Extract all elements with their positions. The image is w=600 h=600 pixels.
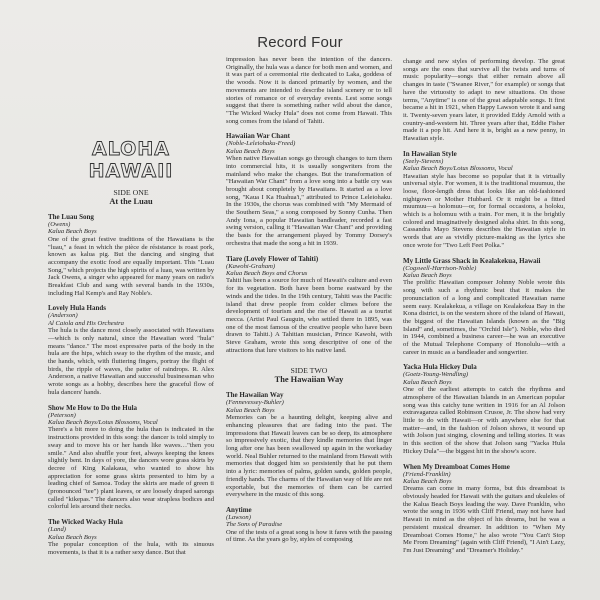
- aloha-hawaii-logo: [76, 136, 186, 180]
- song-entry: [403, 363, 565, 455]
- song-title: In Hawaiian Style: [403, 149, 457, 158]
- song-performer: Kalua Beach Boys and Chorus: [226, 269, 308, 277]
- song-title: The Wicked Wacky Hula: [48, 518, 123, 527]
- song-list: [226, 391, 392, 544]
- song-performer: Kalua Beach Boys: [403, 271, 452, 279]
- song-composer: (Land): [48, 526, 66, 534]
- side-two-label: SIDE TWO: [290, 366, 328, 376]
- song-list: [48, 213, 214, 556]
- song-composer: (Seely-Stevens): [403, 157, 444, 165]
- song-description: One of the tests of a great song is how it fares with the passing of time. As the years go by, styles of composing: [226, 528, 392, 544]
- song-description: The hula is the dance most closely associated with Hawaiians—which is only natural, since the Hawaiian word "hula" means "dance." The most expressive parts of the body in the hula are the hips, which sway to the rhythm of the music, and the hands, which, with fluttering fingers, portray the flight of birds, the ripple of waves, the patter of raindrops. R. Alex Anderson, a native Hawaiian and successful businessman who wrote songs as a hobby, describes here the graceful flow of hula dancers' hands.: [48, 327, 214, 396]
- song-title: Hawaiian War Chant: [226, 132, 290, 141]
- continued-text: impression has never been the intention of the dancers. Originally, the hula was a dance for both men and women, and it was part of a ceremonial rite dedicated to Laka, goddess of the woods. Now it is danced primarily by women, and the movements are intended to describe island scenery or to tell stories of romance or of everyday events. Lest some songs suggest that there is something rather wild about the dance, "The Wicked Wacky Hula" does not come from Hawaii. This song comes from the island of Tahiti.: [226, 56, 392, 125]
- song-description: When native Hawaiian songs go through changes to turn them into commercial hits, it is usually songwriters from the mainland who make the changes. But the transformation of "Hawaiian War Chant" from a love song into a battle cry was brought about completely by Hawaiians. It started as a love song, "Kaua I Ka Huahua'i," attributed to Prince Leleiohaku. In the 1930s, the chorus was combined with "My Mermaid of the Southern Seas," a song composed by Sonny Cunha. Then Andy Iona, a popular Hawaiian bandleader, recorded a fast swing version, calling it "Hawaiian War Chant" and providing the basis for the arrangement played by Tommy Dorsey's orchestra that made the song a hit in 1939.: [226, 155, 392, 247]
- song-description: One of the earliest attempts to catch the rhythms and atmosphere of the Hawaiian Islands in an American popular song was this catchy tune written in 1916 for an Al Jolson extravaganza called Robinson Crusoe, Jr. The show had very little to do with Hawaii—or with anywhere else for that matter—and, in the fashion of Jolson shows, it wound up with Jolson just singing, clowning and telling stories. It was in this section of the show that Jolson sang "Yacka Hula Hickey Dula"—the biggest hit in the show's score.: [403, 386, 565, 455]
- song-description: The popular conception of the hula, with its sinuous movements, is that it is a rather sexy dance. But that: [48, 540, 214, 556]
- song-composer: (Anderson): [48, 312, 78, 320]
- logo-line1: ALOHA: [92, 138, 170, 160]
- column-2: [226, 56, 392, 600]
- side-two-title: The Hawaiian Way: [274, 375, 344, 385]
- song-composer: (Cogswell-Harrison-Noble): [403, 264, 477, 272]
- song-description: One of the great festive traditions of the Hawaiians is the "luau," a feast in which the pièce de résistance is roast pork, known as kalua pig. But the dancing and singing that accompany the exotic food are equally important. This "Luau Song," which projects the high spirits of a luau, was written by Jack Owens, a singer who appeared for many years on radio's Breakfast Club and sang with several bands in the 1930s, including Hal Kemp's and Ray Noble's.: [48, 235, 214, 297]
- side-two-heading: [226, 366, 392, 384]
- song-description: There's a bit more to doing the hula than is indicated in the instructions provided in this song: the dancer is told simply to sway and to move his or her hands like waves…"then you smile." And also shuffle your feet, always keeping the knees slightly bent. In days of yore, the dancers wore grass skirts by decree of King Kalakaua, who wanted to show his appreciation for some grass skirts presented to him by a leading chief of Samoa. Today the skirts are made of green ti (pronounced "tee") plant leaves, or are loosely draped sarongs called "kikepas." The dancers also wear strapless bodices and colorful leis around their necks.: [48, 426, 214, 511]
- column-1: [48, 70, 214, 600]
- song-title: Tiare (Lovely Flower of Tahiti): [226, 254, 319, 263]
- song-performer: Al Caiola and His Orchestra: [48, 319, 124, 327]
- song-composer: (Fennevessey-Buhler): [226, 399, 284, 407]
- song-composer: (Peterson): [48, 411, 76, 419]
- song-entry: [48, 404, 214, 512]
- song-description: Memories can be a haunting delight, keeping alive and enhancing pleasures that are fading into the past. The impressions that Hawaii leaves can be so deep, its atmosphere so impressively exotic, that they kindle memories that linger long after one has been swallowed up again in the workaday world. Neal Buhler returned to the mainland from Hawaii with memories that dogged him so persistently that he put them into a lyric: memories of palms, golden sands, golden people, friendly hands. The charms of the Hawaiian way of life are not exportable, but the memories of them can be carried everywhere in the music of this song.: [226, 414, 392, 499]
- song-title: When My Dreamboat Comes Home: [403, 462, 510, 471]
- song-title: Anytime: [226, 505, 252, 514]
- song-entry: [48, 213, 214, 297]
- song-entry: [226, 255, 392, 355]
- record-title: Record Four: [257, 34, 343, 51]
- song-performer: The Sons of Paradise: [226, 521, 283, 529]
- song-performer: Kalua Beach Boys: [403, 378, 452, 386]
- continued-text: change and new styles of performing develop. The great songs are the ones that survive all the twists and turns of music popularity—songs that either remain above all changes in taste ("Swanee River," for example) or songs that have the virtuosity to adapt to new situations. On those terms, "Anytime" is one of the great adaptable songs. It first became a hit in 1921, when Happy Lawson wrote it and sang it. Twenty-seven years later, it provided Eddy Arnold with a country-and-western hit. Three years after that, Eddie Fisher made it a pop hit. And here it is, bright as a new penny, in Hawaiian style.: [403, 58, 565, 143]
- song-entry: [226, 506, 392, 544]
- song-entry: [403, 257, 565, 357]
- song-performer: Kalua Beach Boys: [226, 147, 275, 155]
- song-composer: (Goetz-Young-Wendling): [403, 371, 469, 379]
- song-title: My Little Grass Shack in Kealakekua, Hawaii: [403, 256, 541, 265]
- logo-line2: HAWAII: [88, 160, 174, 180]
- song-entry: [226, 132, 392, 247]
- song-entry: [48, 518, 214, 556]
- song-entry: [403, 150, 565, 250]
- song-list: [403, 150, 565, 555]
- song-performer: Kalua Beach Boys: [226, 406, 275, 414]
- song-entry: [48, 304, 214, 396]
- song-composer: (Kawohi-Graham): [226, 262, 276, 270]
- column-3: [403, 58, 565, 600]
- song-composer: (Noble-Leleiohaku-Freed): [226, 140, 296, 148]
- song-title: Yacka Hula Hickey Dula: [403, 363, 477, 372]
- song-performer: Kalua Beach Boys: [403, 477, 452, 485]
- side-one-label: SIDE ONE: [113, 188, 149, 197]
- song-title: Lovely Hula Hands: [48, 304, 106, 313]
- song-performer: Kalua Beach Boys/Lotus Blossoms, Vocal: [48, 418, 158, 426]
- song-composer: (Lawson): [226, 513, 251, 521]
- song-composer: (Friend-Franklin): [403, 470, 451, 478]
- song-description: Tahiti has been a source for much of Hawaii's culture and even for its vegetation. Both have been borne eastward by the winds and the tides. In the 19th century, Tahiti was the Pacific island that drew people from colder climes before the development of tourism and the rise of Hawaii as a tourist mecca. (Artist Paul Gauguin, who settled there in 1895, was one of the most famous of the creative people who have been drawn to Tahiti.) A Tahitian musician, Prince Kawohi, with Steve Graham, wrote this song descriptive of one of the attractions that lure visitors to his native land.: [226, 277, 392, 354]
- side-one-title: At the Luau: [109, 197, 153, 206]
- side-one-heading: [48, 188, 214, 206]
- song-description: The prolific Hawaiian composer Johnny Noble wrote this song with such a rhythmic beat that it makes the pronunciation of a long and complicated Hawaiian name seem easy. Kealakekua, a village on Kealakekua Bay in the Kona district, is on the western shore of the island of Hawaii, the biggest of the Hawaiian Islands (known as the "Big Island" and, sometimes, the "Orchid Isle"). Noble, who died in 1944, combined a business career—he was an executive of the Mutual Telephone Company of Honolulu—with a career in music as a bandleader and songwriter.: [403, 279, 565, 356]
- song-list: [226, 132, 392, 354]
- song-entry: [403, 463, 565, 555]
- song-performer: Kalua Beach Boys: [48, 228, 97, 236]
- song-description: Hawaiian style has become so popular that it is virtually universal style. For women, it is the traditional muumuu, the loose, floor-length dress that looks like an old-fashioned nightgown or Mother Hubbard. Or it might be a fitted muumuu—a holomuu—or, for formal occasions, a holoku, which is a holomuu with a train. For men, it is the brightly colored and imaginatively designed aloha shirt. In this song, Cassandra Mayo Stevens describes the Hawaiian style in words that are as vividly picture-making as the lyrics she once wrote for "Two Left Feet Polka.": [403, 172, 565, 249]
- song-performer: Kalua Beach Boys/Lotus Blossoms, Vocal: [403, 165, 513, 173]
- song-title: Show Me How to Do the Hula: [48, 403, 138, 412]
- song-entry: [226, 391, 392, 499]
- song-composer: (Owens): [48, 221, 71, 228]
- song-description: Dreams can come in many forms, but this dreamboat is obviously headed for Hawaii with the guitars and ukuleles of the Kalua Beach Boys leading the way. Dave Franklin, who wrote the song in 1936 with Cliff Friend, may not have had Hawaii in mind as the object of his dreams, but he was a persistent musical dreamer. In addition to "When My Dreamboat Comes Home," he also wrote "You Can't Stop Me From Dreaming" (again with Cliff Friend), "I Ain't Lazy, I'm Just Dreaming" and "Dreamer's Holiday.": [403, 485, 565, 554]
- song-title: The Luau Song: [48, 213, 94, 221]
- song-performer: Kalua Beach Boys: [48, 533, 97, 541]
- song-title: The Hawaiian Way: [226, 391, 284, 400]
